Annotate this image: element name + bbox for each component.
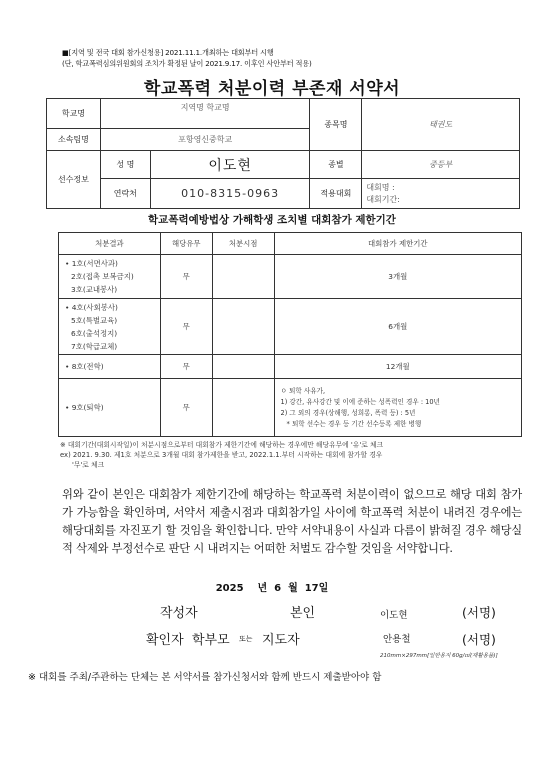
pledge-text: 위와 같이 본인은 대회참가 제한기간에 해당하는 학교폭력 처분이력이 없으므로 해당 대회 참가가 가능함을 확인하며, 서약서 제출시점과 대회참가일 사이에 학교폭력 처분이 내려진 경우에는 해당대회를 자진포기 할 것임을 확인합니다. 만약 서약내용이 사실과 다름이 밝혀질 경우 해당실적 삭제와 부정선수로 판단 시 내려지는 어떠한 처벌도 감수할 것임을 서약합니다. bbox=[62, 488, 522, 555]
writer-label: 작성자 bbox=[160, 606, 198, 621]
writer-name: 이도현 bbox=[380, 610, 408, 621]
date-year-unit: 년 bbox=[257, 583, 268, 594]
writer-signature: (서명) bbox=[462, 605, 496, 620]
list-item: 5호(특별교육) bbox=[71, 315, 118, 325]
limits-header-time: 처분시점 bbox=[212, 233, 274, 255]
list-item: • 8호(전학) bbox=[59, 355, 161, 379]
applied-label: 적용대회 bbox=[310, 179, 362, 209]
top-note-line2: (단, 학교폭력심의위원회의 조치가 확정된 날이 2021.9.17. 이후인 사안부터 적용) bbox=[62, 59, 312, 68]
contact-label: 연락처 bbox=[100, 179, 150, 209]
time-cell bbox=[212, 299, 274, 355]
confirm-or: 또는 bbox=[239, 635, 253, 643]
table-row bbox=[59, 255, 522, 299]
paper-spec: 210mm×297mm[일반용지 60g/㎡(재활용품)] bbox=[380, 653, 498, 659]
date-month: 6 bbox=[274, 583, 282, 594]
period-cell: 12개월 bbox=[274, 355, 521, 379]
team-value: 포항영신중학교 bbox=[100, 129, 310, 151]
expulsion-rule-line: * 퇴학 선수는 경우 등 기간 선수등록 제한 병행 bbox=[286, 419, 422, 428]
list-item: 2호(접촉 보복금지) bbox=[71, 272, 134, 281]
expulsion-rule-line: ㅇ 퇴학 사유가, bbox=[280, 386, 326, 395]
confirm-role-coach: 지도자 bbox=[262, 633, 300, 648]
division-value: 중등부 bbox=[362, 151, 520, 179]
has-cell: 무 bbox=[160, 379, 212, 437]
time-cell bbox=[212, 255, 274, 299]
event-value: 태권도 bbox=[362, 99, 520, 151]
confirm-name: 안용철 bbox=[383, 634, 411, 645]
limits-footnote-3: '무'로 체크 bbox=[72, 461, 105, 469]
limits-header-period: 대회참가 제한기간 bbox=[274, 233, 521, 255]
date-month-unit: 월 bbox=[288, 583, 298, 594]
has-cell: 무 bbox=[160, 299, 212, 355]
confirm-role-parent: 학부모 bbox=[192, 633, 230, 648]
limits-footnote-2: ex) 2021. 9.30. 제1호 처분으로 3개월 대회 참가제한을 받고, 2022.1.1.부터 시작하는 대회에 참가할 경우 bbox=[60, 451, 383, 459]
limits-header-result: 처분결과 bbox=[59, 233, 161, 255]
applied-event-period: 대회기간: bbox=[366, 194, 400, 204]
limits-footnote-1: ※ 대회기간(대회시작일)이 처분시점으로부터 대회참가 제한기간에 해당하는 경우에만 해당유무에 '유'로 체크 bbox=[60, 441, 384, 449]
list-item: 7호(학급교체) bbox=[71, 341, 118, 351]
expulsion-rule-line: 2) 그 외의 경우(상해행, 성희롱, 폭력 등) : 5년 bbox=[280, 408, 416, 417]
player-info-label: 선수정보 bbox=[47, 151, 101, 209]
writer-role: 본인 bbox=[290, 606, 316, 621]
date-day: 17일 bbox=[304, 583, 329, 594]
submission-note: ※ 대회를 주최/주관하는 단체는 본 서약서를 참가신청서와 함께 반드시 제출받아야 함 bbox=[28, 672, 382, 683]
document-title: 학교폭력 처분이력 부존재 서약서 bbox=[143, 79, 401, 99]
date-year: 2025 bbox=[215, 583, 244, 594]
team-label: 소속팀명 bbox=[47, 129, 101, 151]
player-name: 이도현 bbox=[150, 151, 310, 179]
school-value: 지역명 학교명 bbox=[100, 99, 310, 129]
expulsion-rule-line: 1) 강간, 유사강간 및 이에 준하는 성폭력인 경우 : 10년 bbox=[280, 397, 440, 406]
period-cell: 3개월 bbox=[274, 255, 521, 299]
table-row bbox=[59, 299, 522, 355]
table-row bbox=[59, 355, 522, 379]
limits-table bbox=[58, 232, 522, 437]
school-label: 학교명 bbox=[47, 99, 101, 129]
limits-subtitle: 학교폭력예방법상 가해학생 조치별 대회참가 제한기간 bbox=[148, 214, 396, 226]
division-label: 종별 bbox=[310, 151, 362, 179]
limits-header-has: 해당유무 bbox=[160, 233, 212, 255]
table-row bbox=[59, 379, 522, 437]
list-item: • 9호(퇴학) bbox=[59, 379, 161, 437]
time-cell bbox=[212, 379, 274, 437]
top-note-line1: ■[지역 및 전국 대회 참가신청용] 2021.11.1.개최하는 대회부터 시행 bbox=[62, 48, 274, 57]
event-label: 종목명 bbox=[310, 99, 362, 151]
applied-event-name: 대회명 : bbox=[366, 182, 395, 192]
has-cell: 무 bbox=[160, 255, 212, 299]
list-item: • 1호(서면사과) bbox=[65, 259, 118, 268]
list-item: 6호(출석정지) bbox=[71, 328, 118, 338]
name-label: 성 명 bbox=[100, 151, 150, 179]
pledge-date bbox=[0, 579, 544, 594]
list-item: • 4호(사회봉사) bbox=[65, 302, 118, 312]
confirm-label: 확인자 bbox=[146, 633, 184, 648]
period-cell: 6개월 bbox=[274, 299, 521, 355]
has-cell: 무 bbox=[160, 355, 212, 379]
confirm-signature: (서명) bbox=[462, 632, 496, 647]
player-info-table bbox=[46, 98, 520, 209]
contact-value: 010-8315-0963 bbox=[150, 179, 310, 209]
list-item: 3호(교내봉사) bbox=[71, 285, 118, 294]
time-cell bbox=[212, 355, 274, 379]
